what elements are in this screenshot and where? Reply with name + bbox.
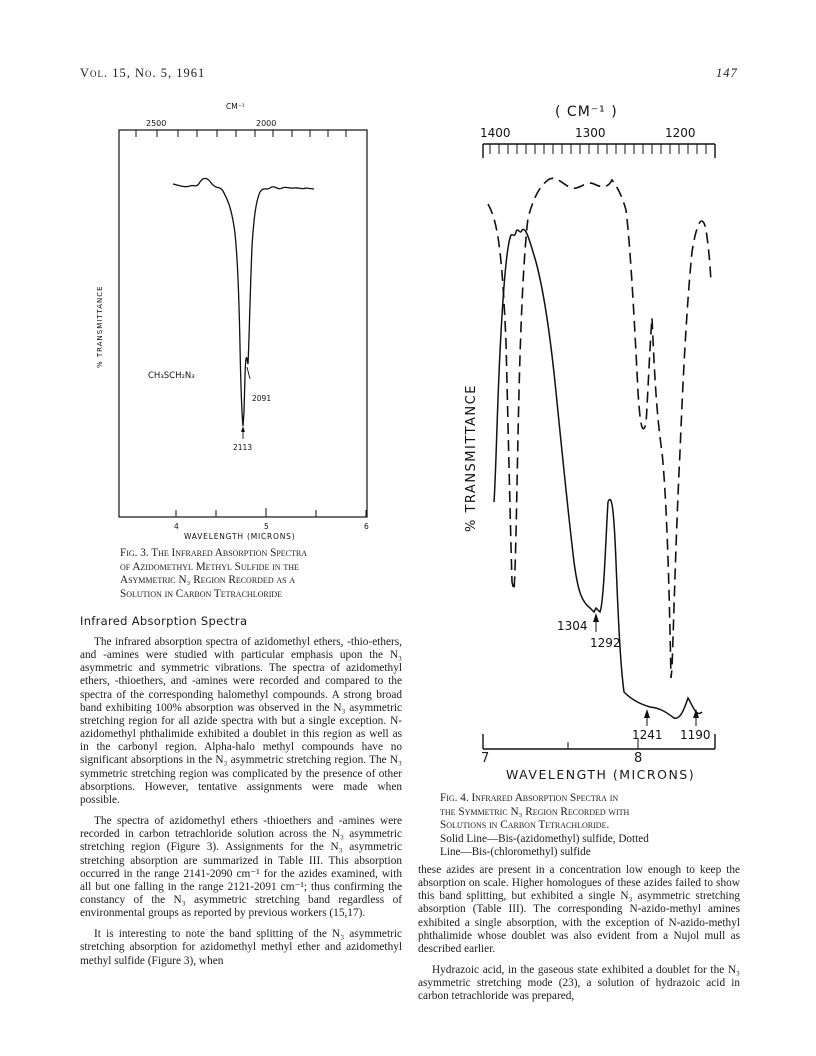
left-column (80, 636, 402, 968)
fig4-ylabel: % TRANSMITTANCE (464, 384, 479, 532)
fig4-bottom-tick-label: 7 (481, 751, 490, 766)
caption-line: the Symmetric N₃ Region Recorded with (440, 805, 630, 818)
body-paragraph: It is interesting to note the band splitting of the N₃ asymmetric stretching absorption for azidomethyl methyl ether and azidomethyl methyl sulfide (Figure 3), when (80, 928, 402, 967)
caption-line: Solid Line—Bis-(azidomethyl) sulfide, Dotted (440, 832, 649, 845)
fig3-top-tick-label: 2000 (256, 119, 277, 128)
fig3-peak-label: 2091 (252, 394, 272, 403)
page-number: 147 (716, 66, 738, 80)
fig4-peak-label: 1241 (632, 728, 663, 742)
body-paragraph: Hydrazoic acid, in the gaseous state exhibited a doublet for the N₃ asymmetric stretching mode (23), a solution of hydrazoic acid in carbon tetrachloride was prepared, (418, 964, 740, 1003)
figure-3-spectrum (80, 96, 400, 546)
fig4-bottom-ticks (568, 738, 638, 749)
fig3-plot-frame (119, 130, 367, 517)
fig4-xlabel: WAVELENGTH (MICRONS) (506, 767, 696, 782)
fig3-bottom-tick-label: 4 (174, 522, 179, 531)
fig4-peak-label: 1190 (680, 728, 711, 742)
fig3-bottom-tick-label: 5 (264, 522, 269, 531)
caption-line: Asymmetric N₃ Region Recorded as a (120, 574, 296, 587)
caption-line: Line—Bis-(chloromethyl) sulfide (440, 846, 591, 859)
fig3-xlabel: WAVELENGTH (MICRONS) (184, 532, 296, 541)
fig4-top-unit: ( CM⁻¹ ) (555, 104, 618, 120)
caption-line: Fig. 3. The Infrared Absorption Spectra (120, 547, 308, 559)
fig3-peak-arrow (247, 367, 250, 379)
fig3-compound-label: CH₃SCH₂N₃ (148, 371, 195, 381)
figure-4-spectrum (440, 92, 740, 757)
figure-3-caption (120, 547, 380, 601)
caption-line: of Azidomethyl Methyl Sulfide in the (120, 560, 299, 573)
body-paragraph: The infrared absorption spectra of azidomethyl ethers, -thio-ethers, and -amines were studied with particular emphasis upon the N₃ asymmetric and symmetric vibrations. The spectra of azidomethyl ethers, -thioethers, and -amines were recorded and compared to the spectra of the corresponding halomethyl compounds. A strong broad band exhibiting 100% absorption was observed in the N₃ asymmetric stretching region for all azide spectra with but a single exception. N-azidomethyl phthalimide exhibited a doublet in this region as well as in the carbonyl region. Alpha-halo methyl compounds have no significant absorptions in the N₃ asymmetric stretching region. The N₃ symmetric stretching region was complicated by the presence of other absorptions. However, tentative assignments were made when possible. (80, 636, 402, 806)
fig4-top-tick-label: 1200 (665, 126, 696, 140)
fig3-top-unit: CM⁻¹ (226, 102, 245, 111)
fig4-peak-label: 1292 (590, 636, 621, 650)
fig3-peak-arrowhead (241, 426, 245, 432)
section-title: Infrared Absorption Spectra (80, 614, 248, 628)
caption-line: Solutions in Carbon Tetrachloride. (440, 819, 610, 832)
fig3-peak-label: 2113 (233, 443, 253, 452)
fig3-top-ticks (136, 130, 346, 137)
fig3-spectrum-line (173, 178, 314, 426)
fig4-dashed-spectrum (488, 178, 711, 678)
fig3-ylabel: % TRANSMITTANCE (96, 285, 104, 368)
running-header: Vol. 15, No. 5, 1961 (80, 66, 206, 80)
fig4-peak-arrowhead (644, 709, 650, 718)
figure-4-caption (440, 792, 740, 860)
caption-line: Fig. 4. Infrared Absorption Spectra in (440, 792, 619, 804)
fig4-peak-arrowhead (593, 613, 599, 622)
body-paragraph: these azides are present in a concentration low enough to keep the absorption on scale. Higher homologues of these azides failed to show this band splitting, but exhibited a single N₃ asymmetric stretching absorption (Table III). The corresponding N-azido-methyl amines exhibited a single absorption, with the exception of N-azido-methyl phthalimide whose doublet was also evident from a Nujol mull as described earlier. (418, 864, 740, 955)
body-paragraph: The spectra of azidomethyl ethers -thioethers and -amines were recorded in carbon tetrachloride solution across the N₃ asymmetric stretching region (Figure 3). Assignments for the N₃ asymmetric stretching absorption are summarized in Table III. This absorption occurred in the range 2141-2090 cm⁻¹ for the azides examined, with all but one falling in the range 2121-2091 cm⁻¹; thus confirming the constancy of the N₃ asymmetric stretching band regardless of environmental groups as reported by previous workers (15,17). (80, 815, 402, 920)
caption-line: Solution in Carbon Tetrachloride (120, 587, 283, 600)
right-column (418, 864, 740, 1004)
fig4-peak-label: 1304 (557, 619, 588, 633)
fig3-bottom-tick-label: 6 (364, 522, 369, 531)
fig3-top-tick-label: 2500 (146, 119, 167, 128)
fig4-top-tick-label: 1300 (575, 126, 606, 140)
fig4-bottom-tick-label: 8 (634, 751, 643, 766)
fig4-top-ticks (490, 144, 706, 154)
fig3-bottom-ticks (176, 508, 366, 517)
fig4-top-tick-label: 1400 (480, 126, 511, 140)
